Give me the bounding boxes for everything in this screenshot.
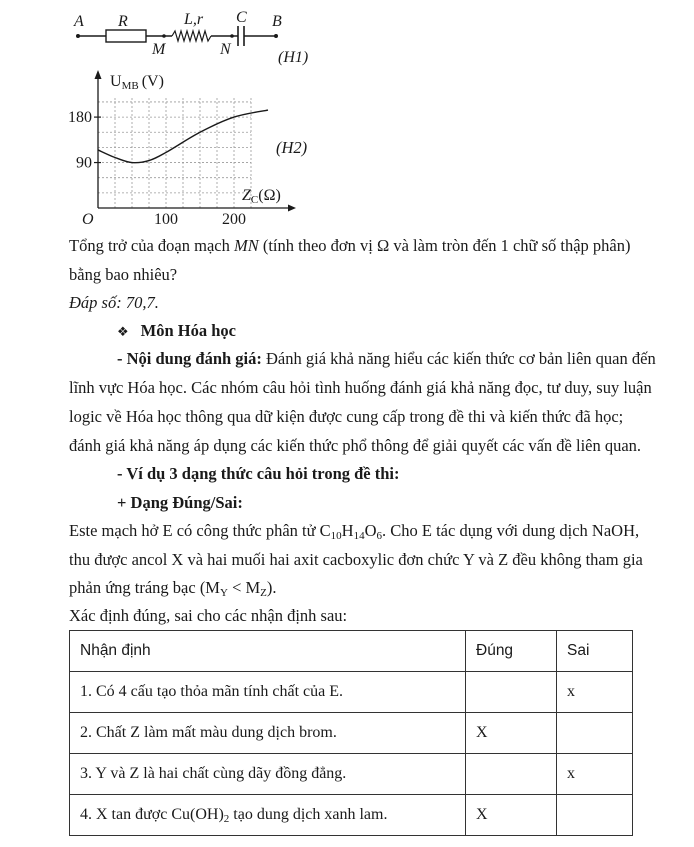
resistor-symbol [106,30,146,42]
y-axis-title: UMB (V) [110,73,164,92]
figure-h1-label: (H1) [278,49,309,66]
point-n-label: N [220,41,231,58]
true-false-table [69,630,633,836]
header-statement: Nhận định [70,631,466,672]
question-line-1: Tổng trở của đoạn mạch MN (tính theo đơn vị Ω và làm tròn đến 1 chữ số thập phân) [69,236,631,255]
y-axis-arrow-icon [95,70,102,79]
content-line-1: - Nội dung đánh giá: Đánh giá khả năng hiểu các kiến thức cơ bản liên quan đến [117,349,656,368]
chart-grid [98,97,251,208]
content-line-4: đánh giá khả năng áp dụng các kiến thức phổ thông để giải quyết các vấn đề liên quan. [69,436,642,455]
content-line-2: lĩnh vực Hóa học. Các nhóm câu hỏi tình huống đánh giá khả năng đọc, tư duy, suy luận [69,378,652,397]
section-title: ❖ Môn Hóa học [117,321,236,340]
figure-h2-label: (H2) [276,138,308,157]
instruction-text: Xác định đúng, sai cho các nhận định sau: [69,606,348,625]
point-n-dot [230,34,234,38]
statement-cell: 3. Y và Z là hai chất cùng dãy đồng đẳng. [70,754,466,795]
inductor-symbol [172,31,211,41]
point-b-dot [274,34,278,38]
point-m-label: M [152,41,166,58]
x-tick-label: 200 [222,211,246,228]
false-cell [557,795,633,836]
table-header-row [70,631,633,672]
y-tick-label: 90 [76,154,92,172]
x-tick-label: 100 [154,211,178,228]
example-heading: - Ví dụ 3 dạng thức câu hỏi trong đề thi: [117,464,400,483]
table-row [70,713,633,754]
true-cell: X [466,713,557,754]
problem-line-3: phản ứng tráng bạc $(M_Y < M_Z)$. [69,578,277,599]
capacitor-label: C [236,9,247,26]
header-false: Sai [557,631,633,672]
x-axis-title: ZC(Ω) [242,187,281,206]
point-m-dot [162,34,166,38]
y-tick-label: 180 [68,109,92,127]
statement-cell: 1. Có 4 cấu tạo thỏa mãn tính chất của E. [70,672,466,713]
inductor-label: L,r [184,11,204,28]
point-b-label: B [272,13,282,30]
true-cell [466,754,557,795]
content-line-3: logic về Hóa học thông qua dữ kiện được cung cấp trong đề thi và kiến thức đã học; [69,407,624,426]
false-cell: x [557,754,633,795]
x-axis-arrow-icon [288,205,296,212]
table-row [70,754,633,795]
false-cell [557,713,633,754]
problem-line-1: Este mạch hở E có công thức phân tử $C_{10}H_{14}O_6$. Cho E tác dụng với dung dịch NaOH, [69,521,640,542]
diamond-bullet-icon: ❖ [117,325,129,340]
problem-line-2: thu được ancol X và hai muối hai axit cacboxylic đơn chức Y và Z đều không tham gia [69,550,643,569]
statement-cell: 2. Chất Z làm mất màu dung dịch brom. [70,713,466,754]
chart-ticks [68,109,246,228]
table-row [70,795,633,836]
statement-cell: 4. X tan được $Cu(OH)_2$ tạo dung dịch xanh lam. [70,795,466,836]
origin-label: O [82,211,94,228]
answer-text: Đáp số: 70,7. [69,293,159,312]
table-row [70,672,633,713]
true-cell [466,672,557,713]
header-true: Đúng [466,631,557,672]
true-cell: X [466,795,557,836]
question-line-2: bằng bao nhiêu? [69,265,178,284]
type-heading: + Dạng Đúng/Sai: [117,493,243,512]
false-cell: x [557,672,633,713]
point-a-label: A [74,13,84,30]
resistor-label: R [118,13,128,30]
circuit-diagram [60,6,330,70]
